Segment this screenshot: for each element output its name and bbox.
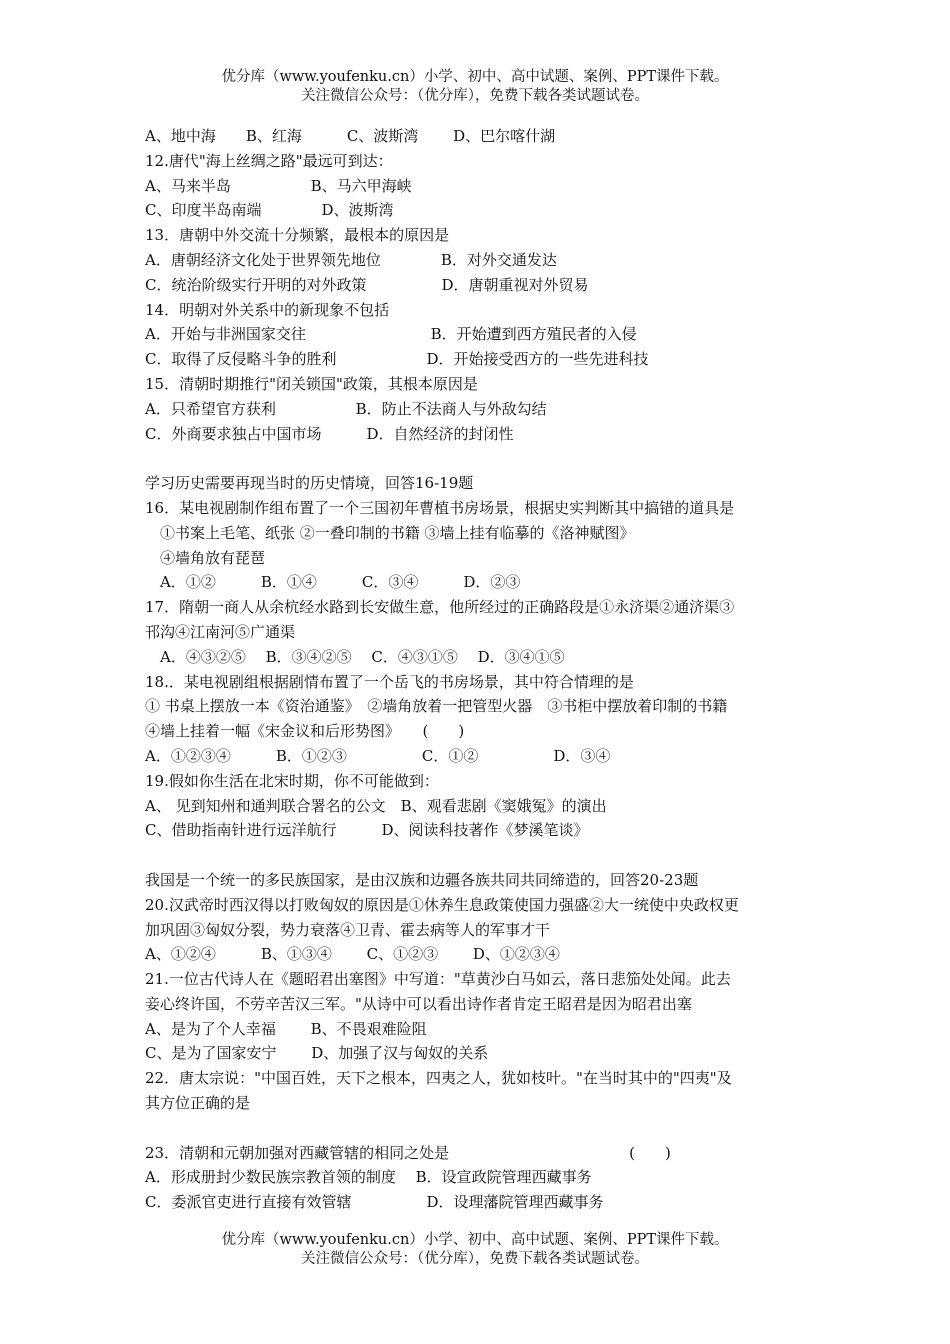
text-line: A、地中海 B、红海 C、波斯湾 D、巴尔喀什湖 (145, 127, 556, 145)
text-line: A、马来半岛 B、马六甲海峡 (145, 176, 412, 195)
page-footer (0, 1231, 950, 1269)
text-line: C．取得了反侵略斗争的胜利 D．开始接受西方的一些先进科技 (145, 350, 649, 369)
text-line: ④墙上挂着一幅《宋金议和后形势图》 ( ) (145, 722, 465, 741)
text-line: 14．明朝对外关系中的新现象不包括 (145, 300, 390, 319)
text-line: A．开始与非洲国家交往 B．开始遭到西方殖民者的入侵 (145, 325, 637, 344)
blank-line (145, 446, 825, 471)
text-line: C、印度半岛南端 D、波斯湾 (145, 201, 394, 220)
text-line: A．①②③④ B．①②③ C．①② D．③④ (145, 746, 611, 765)
text-line: 邗沟④江南河⑤广通渠 (145, 622, 296, 641)
text-line: C、借助指南针进行远洋航行 D、阅读科技著作《梦溪笔谈》 (145, 821, 589, 840)
text-line: 19.假如你生活在北宋时期，你不可能做到： (145, 771, 439, 790)
text-line: 13．唐朝中外交流十分频繁，最根本的原因是 (145, 226, 450, 245)
text-line: A、①②④ B、①③④ C、①②③ D、①②③④ (145, 945, 560, 964)
text-line: C．外商要求独占中国市场 D．自然经济的封闭性 (145, 424, 514, 443)
text-line: A、 见到知州和通判联合署名的公文 B、观看悲剧《窦娥冤》的演出 (145, 796, 607, 815)
text-line: 17．隋朝一商人从余杭经水路到长安做生意，他所经过的正确路段是①永济渠②通济渠③ (145, 598, 735, 617)
document-body (145, 124, 825, 1215)
text-line: 妾心终许国，不劳辛苦汉三军。"从诗中可以看出诗作者肯定王昭君是因为昭君出塞 (145, 994, 692, 1013)
text-line: 20.汉武帝时西汉得以打败匈奴的原因是①休养生息政策使国力强盛②大一统使中央政权更 (145, 895, 739, 914)
text-line: 学习历史需要再现当时的历史情境，回答16-19题 (145, 474, 474, 493)
text-line: ① 书桌上摆放一本《资治通鉴》 ②墙角放着一把管型火器 ③书柜中摆放着印制的书籍 (145, 697, 728, 716)
text-line: ①书案上毛笔、纸张 ②一叠印制的书籍 ③墙上挂有临摹的《洛神赋图》 (145, 523, 635, 542)
text-line: C．统治阶级实行开明的对外政策 D．唐朝重视对外贸易 (145, 275, 589, 294)
text-line: A．唐朝经济文化处于世界领先地位 B．对外交通发达 (145, 250, 557, 269)
text-line: ④墙角放有琵琶 (145, 548, 266, 567)
text-line: C、是为了国家安宁 D、加强了汉与匈奴的关系 (145, 1044, 489, 1063)
text-line: A．形成册封少数民族宗教首领的制度 B．设宣政院管理西藏事务 (145, 1168, 592, 1187)
text-line: 16．某电视剧制作组布置了一个三国初年曹植书房场景，根据史实判断其中搞错的道具是 (145, 498, 735, 517)
footer-line-1: 优分库（www.youfenku.cn）小学、初中、高中试题、案例、PPT课件下载。 (221, 1232, 729, 1248)
text-line: 其方位正确的是 (145, 1094, 251, 1113)
text-line: C．委派官吏进行直接有效管辖 D．设理藩院管理西藏事务 (145, 1193, 604, 1212)
blank-line (145, 843, 825, 868)
text-line: A、是为了个人幸福 B、不畏艰难险阻 (145, 1019, 427, 1038)
text-line: 22．唐太宗说："中国百姓，天下之根本，四夷之人，犹如枝叶。"在当时其中的"四夷"及 (145, 1069, 732, 1088)
text-line: 我国是一个统一的多民族国家，是由汉族和边疆各族共同共同缔造的，回答20-23题 (145, 870, 699, 889)
text-line: 12.唐代"海上丝绸之路"最远可到达： (145, 151, 393, 170)
text-line: A．①② B．①④ C．③④ D．②③ (145, 573, 521, 592)
text-line: 18.．某电视剧组根据剧情布置了一个岳飞的书房场景，其中符合情理的是 (145, 672, 634, 691)
header-line-1: 优分库（www.youfenku.cn）小学、初中、高中试题、案例、PPT课件下载。 (221, 69, 729, 85)
text-line: 加巩固③匈奴分裂，势力衰落④卫青、霍去病等人的军事才干 (145, 920, 551, 939)
text-line: 15．清朝时期推行"闭关锁国"政策，其根本原因是 (145, 374, 478, 393)
text-line: A．只希望官方获利 B．防止不法商人与外敌勾结 (145, 399, 547, 418)
page-header (0, 68, 950, 106)
text-line: 21.一位古代诗人在《题昭君出塞图》中写道："草黄沙白马如云，落日悲笳处处闻。此去 (145, 970, 731, 989)
header-line-2: 关注微信公众号：（优分库），免费下载各类试题试卷。 (301, 88, 649, 104)
blank-line (145, 1116, 825, 1141)
text-line: A．④③②⑤ B．③④②⑤ C．④③①⑤ D．③④①⑤ (145, 647, 565, 666)
footer-line-2: 关注微信公众号：（优分库），免费下载各类试题试卷。 (301, 1251, 649, 1267)
text-line: 23．清朝和元朝加强对西藏管辖的相同之处是 ( ) (145, 1143, 671, 1162)
